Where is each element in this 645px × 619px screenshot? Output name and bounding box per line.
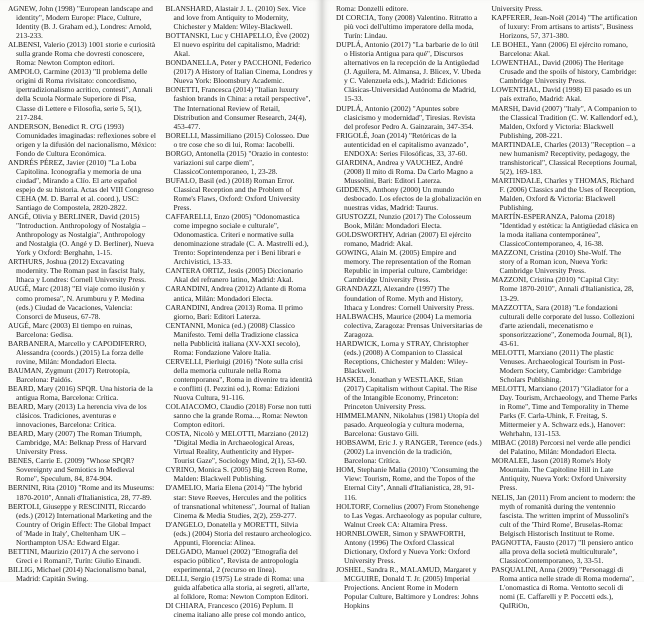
bibliography-entry: FRIGOLÉ, Joan (2014) "Retóricas de la autenticidad en el capitalismo avanzado", ENDOXA: Series Filosóficas, 33, 37-60. [336, 130, 469, 158]
bibliography-entry: BENES, Carrie E. (2009) "Whose SPQR? Sovereignty and Semiotics in Medieval Rome", Speculum, 84, 874-904. [8, 456, 135, 484]
bibliography-entry: BERNINI, Rita (2010) "Rome and its Museums: 1870-2010", Annali d'Italianistica, 28, 77-89. [8, 483, 155, 502]
bibliography-entry: BEARD, Mary (2016) SPQR. Una historia de la antigua Roma, Barcelona: Crítica. [8, 383, 153, 403]
bibliography-entry: BOTTANSKI, Luc y CHIAPELLO, Ève (2002) El nuevo espíritu del capitalismo, Madrid: Akal. [165, 31, 310, 59]
bibliography-entry: CENTANNI, Monica (ed.) (2008) Classico Manifesto. Temi della Tradizione classica nella Pubblicità italiana (XV-XXI secolo), Roma: Fondazione Valore Italia. [165, 320, 301, 357]
bibliography-entry: MARSH, David (2007) "Italy", A Companion to the Classical Tradition (C. W. Kallendorf ed.), Malden, Oxford y Victoria: Blackwell Publishing, 208-221. [491, 103, 638, 140]
bibliography-entry: CARANDINI, Andrea (2012) Atlante di Roma antica, Milán: Mondadori Electa. [165, 284, 306, 303]
bibliography-entry: MAZZONI, Cristina (2010) "Capital City: Rome 1870-2010", Annali d'Italianistica, 28, 13-29. [491, 275, 634, 303]
bibliography-entry: DUPLÁ, Antonio (2017) "La barbarie de lo útil o Historia Antigua para qué", Discursos alternativos en la recepción de la Antigüedad (J. Aguilera, M. Almansa, J. Blicex, V. Ubeda y C. Valenzuela eds.), Madrid: Ediciones Clásicas-Universidad Autónoma de Madrid, 15-33. [336, 40, 481, 104]
bibliography-entry: DUPLÁ, Antonio (2002) "Apuntes sobre clasicismo y modernidad", Tiresias. Revista del profesor Pedro A. Gainzarain, 347-354. [336, 103, 476, 131]
column [491, 4, 639, 611]
bibliography-entry: BEARD, Mary (2013) La herencia viva de los clásicos. Tradiciones, aventuras e innovaciones, Barcelona: Crítica. [8, 402, 147, 430]
bibliography-entry: MORALEE, Jason (2018) Rome's Holy Mountain. The Capitoline Hill in Late Antiquity, Nueva York: Oxford University Press. [491, 456, 627, 493]
bibliography-entry: CANTERA ORTIZ, Jesús (2005) Diccionario Akal del refranero latino, Madrid: Akal. [165, 266, 303, 285]
bibliography-entry: HOBSAWM, Eric J. y RANGER, Terence (eds.) (2002) La invención de la tradición, Barcelona: Crítica. [336, 438, 482, 466]
bibliography-entry: BETTINI, Maurizio (2017) A che servono i Greci e i Romani?, Turín: Giulio Einaudi. [8, 546, 141, 565]
bibliography-entry: MAZZOTTA, Sara (2018) "Le fondazioni culturali delle corporate del lusso. Collezioni d'arte aziendali, mecenatismo e sponsorizzazione", Zonemoda Journal, 8(1), 43-61. [491, 302, 635, 348]
bibliography-entry: MARTÍN-ESPERANZA, Paloma (2018) "Identidad y estética: la Antigüedad clásica en la moda italiana contemporánea", ClassicoContemporaneo, 4, 16-38. [491, 212, 638, 249]
bibliography-entry: MELOTTI, Marxiano (2017) "Gladiator for a Day. Tourism, Archaeology, and Theme Parks in Rome", Time and Temporality in Theme Parks (F. Carla-Uhink, F. Freitag, S. Mittermeier y A. Schwarz eds.), Hanover: Wehrhahn, 131-153. [491, 383, 638, 439]
bibliography-entry: BAUMAN, Zygmunt (2017) Retrotopía, Barcelona: Paidós. [8, 365, 130, 384]
bibliography-entry: BONETTI, Francesca (2014) "Italian luxury fashion brands in China: a retail perspective", The International Review of Retail, Distribution and Consumer Research, 24(4), 453-477. [165, 85, 311, 131]
bibliography-entry: DELGADO, Manuel (2002) "Etnografía del espacio público", Revista de antropología experimental, 2 (recurso en línea). [165, 546, 299, 574]
bibliography-entry: University Press. [491, 4, 543, 13]
bibliography-entry: KAPFERER, Jean-Noël (2014) "The artification of luxury: From artisans to artists", Business Horizons, 57, 371-380. [491, 13, 638, 41]
bibliography-entry: DELLI, Sergio (1975) Le strade di Roma: una guida alfabetica alla storia, ai segreti, all'arte, al folklore, Roma: Newton Compton Editori. [165, 573, 310, 602]
bibliography-entry: GIARDINA, Andrea y VAUCHEZ, André (2008) Il mito di Roma. Da Carlo Magno a Mussolini, Bari: Editori Laterza. [336, 157, 473, 185]
bibliography-entry: JOSHEL, Sandra R., MALAMUD, Margaret y MCGUIRE, Donald T. Jr. (2005) Imperial Projections. Ancient Rome in Modern Popular Culture, Baltimore y Londres: Johns Hopkins [336, 564, 479, 611]
bibliography-entry: HIMMELMANN, Nikolahus (1981) Utopía del pasado. Arqueología y cultura moderna, Barcelona: Gustavo Gili. [336, 411, 480, 439]
bibliography-entry: GOLDSWORTHY, Adrian (2007) El ejército romano, Madrid: Akal. [336, 230, 472, 249]
bibliography-entry: BORELLI, Massimiliano (2015) Colosseo. Due o tre cose che so di lui, Roma: Iacobelli. [165, 130, 310, 149]
bibliography-entry: NELIS, Jan (2011) From ancient to modern: the myth of romanità during the ventennio fascista. The written imprint of Mussolini's cult of the 'Third Rome', Bruselas-Roma: Belgisch Historisch Instituut te Rome. [491, 492, 636, 538]
bibliography-entry: BUFALO, Basil (ed.) (2018) Roman Error. Classical Reception and the Problem of Rome's Flaws, Oxford: Oxford University Press. [165, 175, 301, 213]
bibliography-entry: MARTINDALE, Charles (2013) "Reception – a new humanism? Receptivity, pedagogy, the transhistorical", Classical Receptions Journal, 5(2), 169-183. [491, 139, 637, 176]
bibliography-entry: AGNEW, John (1998) "European landscape and identity", Modern Europe: Place, Culture, Identity (B. J. Graham ed.), Londres: Arnold, 213-233. [8, 4, 153, 41]
bibliography-entry: GOWING, Alain M. (2005) Empire and memory. The representation of the Roman Republic in imperial culture, Cambridge: Cambridge University Press. [336, 248, 471, 285]
bibliography-entry: COLAIACOMO, Claudio (2018) Forse non tutti sanno che la grande Roma..., Roma: Newton Compton editori. [165, 402, 312, 430]
bibliography-entry: Roma: Donzelli editore. [336, 4, 409, 13]
bibliography-entry: CAFFARELLI, Enzo (2005) "Odonomastica come impegno sociale e culturale", Odonomastica. Criteri e normative sulla denominazione stradale (C. A. Mastrelli ed.), Trento: Soprintendenza per i Beni librari e Archivistici, 13-33. [165, 212, 309, 267]
column [8, 4, 157, 583]
bibliography-entry: BILLIG, Michael (2014) Nacionalismo banal, Madrid: Capitán Swing. [8, 564, 147, 583]
bibliography-entry: BEARD, Mary (2007) The Roman Triumph, Cambridge, MA: Belknap Press of Harvard University Press. [8, 429, 147, 457]
bibliography-entry: GRANDAZZI, Alexandre (1997) The foundation of Rome. Myth and History, Ithaca y Londres: Cornell University Press. [336, 284, 474, 312]
bibliography-entry: DI CHIARA, Francesco (2016) Peplum. Il cinema italiano alle prese col mondo antico, [165, 601, 306, 619]
right-page [322, 0, 644, 611]
bibliography-entry: LOWENTHAL, David (2006) The Heritage Crusade and the spoils of history, Cambridge: Cambridge University Press. [491, 58, 637, 86]
bibliography-entry: BARBANERA, Marcello y CAPODIFERRO, Alessandra (coords.) (2015) La forza delle rovine, Milán: Mondadori Electa. [8, 338, 147, 366]
bibliography-entry: HALBWACHS, Maurice (2004) La memoria colectiva, Zaragoza: Prensas Universitarias de Zaragoza. [336, 311, 483, 339]
bibliography-entry: ARTHURS, Joshua (2012) Excavating modernity. The Roman past in fascist Italy, Ithaca y Londres: Cornell University Press. [8, 257, 146, 285]
bibliography-entry: BONDANELLA, Peter y PACCHONI, Federico (2017) A History of Italian Cinema, Londres y Nueva York: Bloomsbury Academic. [165, 58, 313, 86]
bibliography-entry: PAGNOTTA, Fausto (2017) "Il pensiero antico alla prova della società multiculturale", ClassicoContemporaneo, 3, 33-51. [491, 537, 634, 565]
bibliography-entry: HORNBLOWER, Simon y SPAWFORTH, Antony (1996) The Oxford Classical Dictionary, Oxford y Nueva York: Oxford University Press. [336, 528, 470, 565]
bibliography-entry: ANDERSON, Benedict R. O'G (1993) Comunidades imaginadas: reflexiones sobre el origen y la difusión del nacionalismo, México: Fondo de Cultura Económica. [8, 121, 157, 158]
bibliography-entry: BLANSHARD, Alastair J. L. (2010) Sex. Vice and love from Antiquity to Modernity, Chichester y Malden: Wiley-Blackwell. [165, 4, 306, 32]
bibliography-entry: CERVELLI, Pierluigi (2016) "Note sulla crisi della memoria culturale nella Roma contemporanea", Roma in divenire tra identità e conflitti (I. Pezzini ed.), Roma: Edizioni Nuova Cultura, 91-116. [165, 356, 313, 403]
bibliography-entry: MELOTTI, Marxiano (2011) The plastic Venuses. Archaeological Tourism in Post-Modern Society, Cambridge: Cambridge Scholars Publishing. [491, 347, 625, 384]
bibliography-entry: HOLTORF, Cornelius (2007) From Stonehenge to Las Vegas. Archaeology as popular culture, Walnut Creek CA: Altamira Press. [336, 501, 482, 529]
bibliography-entry: ANGÉ, Olivia y BERLINER, David (2015) "Introduction. Anthropology of Nostalgia – Anthropology as Nostalgia", Anthropology and Nostalgia (O. Angé y D. Berliner), Nueva York y Oxford: Berghahn, 1-15. [8, 212, 154, 258]
bibliography-entry: LE BOHEL, Yann (2006) El ejército romano, Barcelona: Akal. [491, 40, 628, 59]
column [336, 4, 483, 611]
bibliography-entry: GIUSTOZZI, Nunzio (2017) The Colosseum Book, Milán: Mondadori Electa. [336, 212, 472, 231]
left-page-columns [8, 4, 314, 619]
bibliography-entry: COSTA, Nicolò y MELOTTI, Marziano (2012) "Digital Media in Archaeological Areas, Virtual Reality, Authenticity and Hyper-Tourist Gaze", Sociology Mind, 2(1), 53-60. [165, 429, 309, 466]
right-page-columns [336, 4, 638, 611]
bibliography-entry: AMPOLO, Carmine (2013) "Il problema delle origini di Roma rivisitato: concordismo, ipertradizionalismo acritico, contesti", Annali della Scuola Normale Superiore di Pisa, Classe di Lettere e Filosofia, serie 5, 5(1), 217-284. [8, 67, 153, 122]
bibliography-entry: BORGO, Antonella (2015) "Orazio in contesto: variazioni sul carpe diem", ClassicoContemporaneo, 1, 23-28. [165, 148, 309, 176]
bibliography-entry: ALBENSI, Valerio (2013) 1001 storie e curiosità sulla grande Roma che dovresti conoscere, Roma: Newton Compton editori. [8, 40, 156, 68]
column [165, 4, 315, 619]
bibliography-entry: GIDDENS, Anthony (2000) Un mundo desbocado. Los efectos de la globalización en nuestras vidas, Madrid: Taurus. [336, 184, 482, 213]
bibliography-entry: AUGÉ, Marc (2003) El tiempo en ruinas, Barcelona: Gedisa. [8, 320, 133, 339]
bibliography-entry: LOWENTHAL, David (1998) El pasado es un país extraño, Madrid: Akal. [491, 85, 632, 104]
bibliography-entry: CARANDINI, Andrea (2013) Roma. Il primo giorno, Bari: Editori Laterza. [165, 302, 303, 321]
bibliography-entry: AUGÉ, Marc (2018) "El viaje como ilusión y como promesa", N. Arumburu y P. Medina (eds.) Ciudad de Vacaciones, Valencia: Consorci de Museus, 67-78. [8, 284, 145, 321]
bibliography-entry: D'AMELIO, Maria Elena (2014) "The hybrid star: Steve Reeves, Hercules and the politics of transnational whiteness", Journal of Italian Cinema & Media Studies, 2(2), 259-277. [165, 483, 310, 520]
bibliography-entry: D'ANGELO, Donatella y MORETTI, Silvia (eds.) (2004) Storia del restauro archeologico. Appunti, Florencia: Alinea. [165, 519, 312, 547]
bibliography-entry: MIBAC (2018) Percorsi nel verde alle pendici del Palatino, Milán: Mondadori Electa. [491, 438, 631, 457]
bibliography-entry: MAZZONI, Cristina (2010) She-Wolf. The story of a Roman icon, Nueva York: Cambridge University Press. [491, 248, 622, 276]
bibliography-entry: DI CORCIA, Tony (2008) Valentino. Ritratto a più voci dell'ultimo imperatore della moda, Turín: Lindau. [336, 13, 478, 41]
bibliography-entry: HASKEL, Jonathan y WESTLAKE, Stian (2017) Capitalism without Capital. The Rise of the Intangible Economy, Princeton: Princeton University Press. [336, 374, 478, 412]
bibliography-entry: HARDWICK, Lorna y STRAY, Christopher (eds.) (2008) A Companion to Classical Receptions, Chichester y Malden: Wiley-Blackwell. [336, 338, 469, 375]
bibliography-entry: CYRINO, Monica S. (2005) Big Screen Rome, Malden: Blackwell Publishing. [165, 465, 308, 484]
bibliography-entry: ANDRÉS PÉREZ, Javier (2010) "La Loba Capitolina. Iconografía y memoria de una ciudad", Mirando a Clío. El arte español espejo de su historia. Actas del VIII Congreso CEHA (M. D. Barral et al. coord.), USC: Santiago de Compostela, 2820-2822. [8, 157, 154, 213]
bibliography-entry: MARTINDALE, Charles y THOMAS, Richard F. (2006) Classics and the Uses of Reception, Malden, Oxford & Victoria: Blackwell Publishing. [491, 175, 636, 213]
bibliography-entry: PASQUALINI, Anna (2009) "Personaggi di Roma antica nelle strade di Roma moderna", L'onomastica di Roma. Ventotto secoli di nomi (E. Caffarelli y P. Poccetti eds.), QuIRiOn, [491, 564, 634, 611]
left-page [0, 0, 322, 619]
bibliography-entry: BERTOLI, Giuseppe y RESCINITI, Riccardo (eds.) (2012) International Marketing and the Country of Origin Effect: The Global Impact of 'Made in Italy', Cheltenham UK – Northampton USA: Edward Elgar. [8, 501, 152, 547]
bibliography-entry: HOM, Stephanie Malia (2010) "Consuming the View: Tourism, Rome, and the Topos of the Eternal City", Annali d'Italianistica, 28, 91-116. [336, 465, 479, 502]
